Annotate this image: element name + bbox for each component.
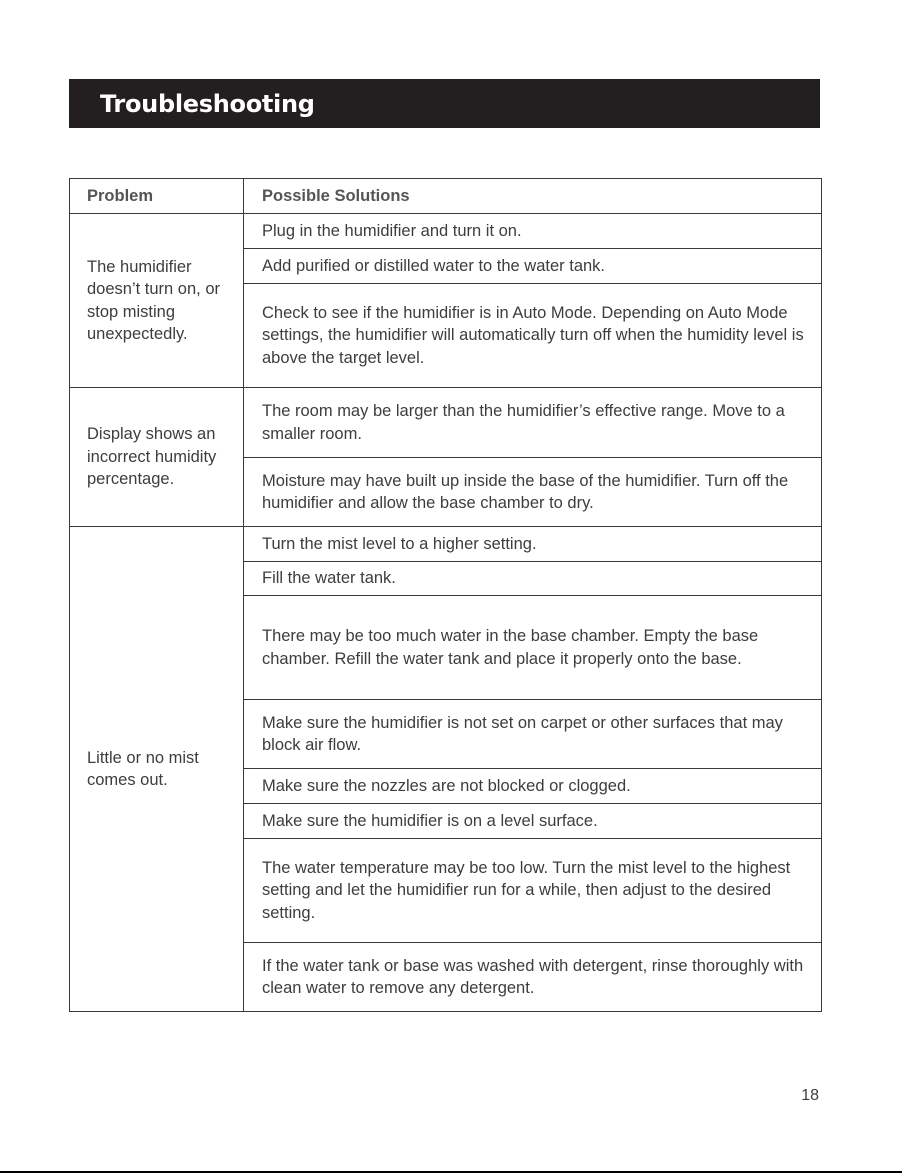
table-row bbox=[70, 214, 822, 249]
problem-cell: Display shows an incorrect humidity percentage. bbox=[70, 388, 244, 527]
solution-cell: Fill the water tank. bbox=[244, 562, 822, 596]
page-number: 18 bbox=[801, 1087, 819, 1104]
solution-cell: Make sure the nozzles are not blocked or clogged. bbox=[244, 769, 822, 804]
solution-cell: Make sure the humidifier is not set on carpet or other surfaces that may block air flow. bbox=[244, 700, 822, 769]
table-row bbox=[70, 388, 822, 458]
solution-cell: The water temperature may be too low. Turn the mist level to the highest setting and let the humidifier run for a while, then adjust to the desired setting. bbox=[244, 839, 822, 943]
table-row bbox=[70, 527, 822, 562]
solution-cell: The room may be larger than the humidifier’s effective range. Move to a smaller room. bbox=[244, 388, 822, 458]
solution-cell: Add purified or distilled water to the water tank. bbox=[244, 249, 822, 284]
page-title: Troubleshooting bbox=[100, 90, 315, 118]
solution-cell: Turn the mist level to a higher setting. bbox=[244, 527, 822, 562]
solution-cell: Plug in the humidifier and turn it on. bbox=[244, 214, 822, 249]
solution-cell: There may be too much water in the base chamber. Empty the base chamber. Refill the water tank and place it properly onto the base. bbox=[244, 596, 822, 700]
section-header-banner bbox=[69, 79, 820, 128]
problem-cell: The humidifier doesn’t turn on, or stop misting unexpectedly. bbox=[70, 214, 244, 388]
troubleshooting-table bbox=[69, 178, 822, 1012]
solution-cell: Make sure the humidifier is on a level surface. bbox=[244, 804, 822, 839]
column-header-solutions: Possible Solutions bbox=[244, 179, 822, 214]
problem-cell: Little or no mist comes out. bbox=[70, 527, 244, 1012]
column-header-problem: Problem bbox=[70, 179, 244, 214]
solution-cell: Moisture may have built up inside the base of the humidifier. Turn off the humidifier and allow the base chamber to dry. bbox=[244, 458, 822, 527]
table-header-row bbox=[70, 179, 822, 214]
solution-cell: If the water tank or base was washed with detergent, rinse thoroughly with clean water to remove any detergent. bbox=[244, 943, 822, 1012]
solution-cell: Check to see if the humidifier is in Auto Mode. Depending on Auto Mode settings, the humidifier will automatically turn off when the humidity level is above the target level. bbox=[244, 284, 822, 388]
